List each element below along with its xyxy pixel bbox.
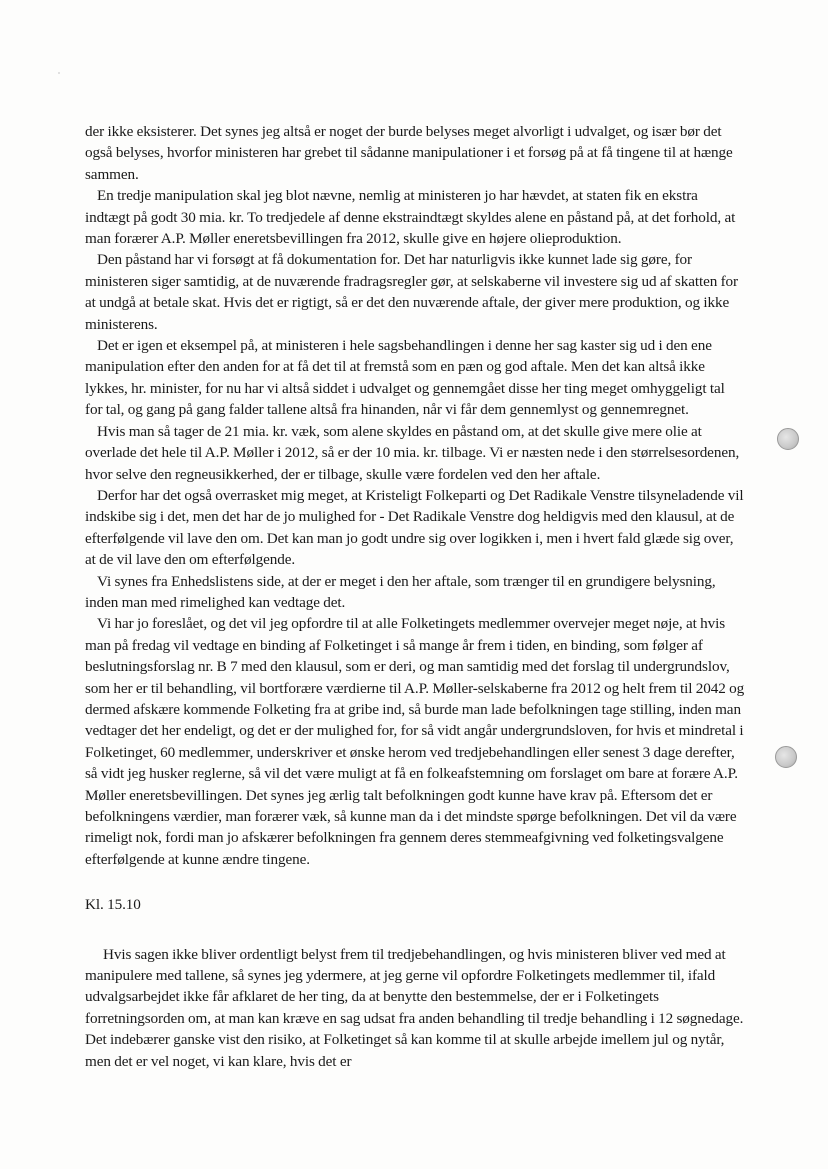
paragraph-closing: Hvis sagen ikke bliver ordentligt belyst frem til tredjebehandlingen, og hvis ministeren bliver ved med at manipulere med tallene, så synes jeg ydermere, at jeg gerne vil opfordre Folketingets medlemmer til, ifald udvalgsarbejdet ikke får afklaret de her ting, da at benytte den bestemmelse, der er i Folketingets forretningsorden om, at man kan kræve en sag udsat fra anden behandling til tredje behandling i 12 søgnedage. Det indebærer ganske vist den risiko, at Folketinget så kan komme til at skulle arbejde imellem jul og nytår, men det er vel noget, vi kan klare, hvis det er bbox=[85, 945, 744, 1070]
paragraph-5: Hvis man så tager de 21 mia. kr. væk, som alene skyldes en påstand om, at det skulle give mere olie at overlade det hele til A.P. Møller i 2012, så er der 10 mia. kr. tilbage. Vi er næsten nede i den størrelsesordenen, hvor selve den regneusikkerhed, der er tilbage, skulle være fordelen ved den her aftale. bbox=[85, 422, 740, 483]
paragraph-8: Vi har jo foreslået, og det vil jeg opfordre til at alle Folketingets medlemmer overvejer meget nøje, at hvis man på fredag vil vedtage en binding af Folketinget i så mange år frem i tiden, en binding, som følger af beslutningsforslag nr. B 7 med den klausul, som er deri, og man samtidig med det forslag til undergrundslov, som her er til behandling, vil bortforære værdierne til A.P. Møller-selskaberne fra 2012 og helt frem til 2042 og dermed afskære kommende Folketing fra at gribe ind, så burde man lade befolkningen tage stilling, inden man vedtager det her endeligt, og det er der mulighed for, for så vidt angår undergrundsloven, for hvis et mindretal i Folketinget, 60 medlemmer, underskriver et ønske herom ved tredjebehandlingen eller senest 3 dage derefter, så vidt jeg husker reglerne, så vil det være muligt at få en folkeafstemning om forslaget om bare at forære A.P. Møller eneretsbevillingen. Det synes jeg ærlig talt befolkningen godt kunne have krav på. Eftersom det er befolkningens værdier, man forærer væk, så kunne man da i det mindste spørge befolkningen. Det vil da være rimeligt nok, fordi man jo afskærer befolkningen fra gennem deres stemmeafgivning ved folketingsvalgene efterfølgende at kunne ændre tingene. bbox=[85, 615, 745, 868]
punch-hole-bottom bbox=[775, 746, 797, 768]
time-stamp: Kl. 15.10 bbox=[85, 896, 141, 914]
paragraph-6: Derfor har det også overrasket mig meget, at Kristeligt Folkeparti og Det Radikale Venstre tilsyneladende vil indskibe sig i det, men det har de jo mulighed for - Det Radikale Venstre dog heldigvis med den klausul, at de efterfølgende vil lave den om. Det kan man jo godt undre sig over logikken i, men i hvert fald glæde sig over, at de vil lave den om efterfølgende. bbox=[85, 486, 744, 569]
paragraph-2: En tredje manipulation skal jeg blot nævne, nemlig at ministeren jo har hævdet, at staten fik en ekstra indtægt på godt 30 mia. kr. To tredjedele af denne ekstraindtægt skyldes alene en påstand på, at det forhold, at man forærer A.P. Møller eneretsbevillingen fra 2012, skulle give en højere olieproduktion. bbox=[85, 187, 736, 248]
paragraph-3: Den påstand har vi forsøgt at få dokumentation for. Det har naturligvis ikke kunnet lade sig gøre, for ministeren siger samtidig, at de nuværende fradragsregler gør, at selskaberne vil investere sig ud af skatten for at undgå at betale skat. Hvis det er rigtigt, så er det den nuværende aftale, der giver mere produktion, og ikke ministerens. bbox=[85, 251, 739, 333]
scan-speck bbox=[58, 72, 60, 74]
punch-hole-top bbox=[777, 428, 799, 450]
paragraph-4: Det er igen et eksempel på, at ministeren i hele sagsbehandlingen i denne her sag kaster sig ud i den ene manipulation efter den anden for at få det til at fremstå som en pæn og god aftale. Men det kan altså ikke lykkes, hr. minister, for nu har vi altså siddet i udvalget og gennemgået disse her ting meget omhyggeligt tal for tal, og gang på gang falder tallene altså fra hinanden, når vi får dem gennemlyst og gennemregnet. bbox=[85, 337, 725, 419]
speech-transcript bbox=[85, 121, 745, 1072]
paragraph-7: Vi synes fra Enhedslistens side, at der er meget i den her aftale, som trænger til en grundigere belysning, inden man med rimelighed kan vedtage det. bbox=[85, 572, 716, 611]
paragraph-1: der ikke eksisterer. Det synes jeg altså er noget der burde belyses meget alvorligt i udvalget, og især bør det også belyses, hvorfor ministeren har grebet til sådanne manipulationer i et forsøg på at få tingene til at hænge sammen. bbox=[85, 123, 733, 183]
